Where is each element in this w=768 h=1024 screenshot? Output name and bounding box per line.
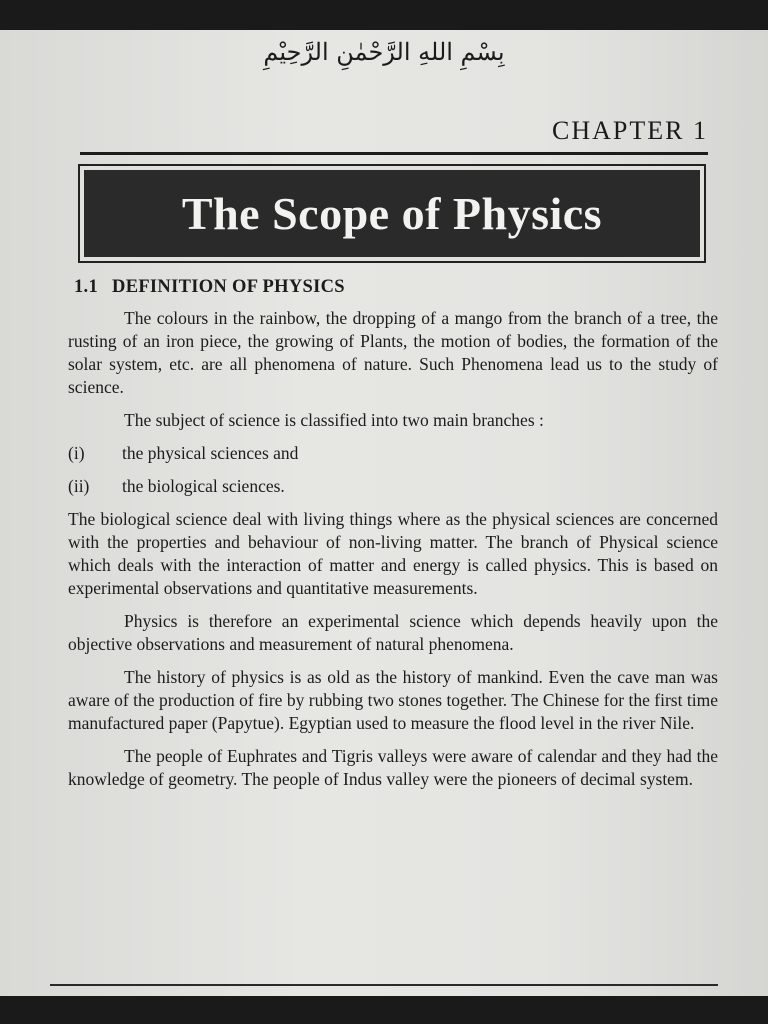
page-content (68, 270, 718, 801)
section-number: 1.1 (74, 277, 99, 297)
book-page (0, 30, 768, 996)
list-item (68, 442, 718, 465)
list-text: the biological sciences. (122, 476, 285, 496)
list-marker: (ii) (68, 476, 90, 496)
chapter-title-box (78, 164, 706, 263)
chapter-title: The Scope of Physics (181, 188, 603, 239)
list-item (68, 475, 718, 498)
bottom-divider (50, 984, 718, 986)
paragraph-euphrates-indus: The people of Euphrates and Tigris valleys were aware of calendar and they had the knowledge of geometry. The people of Indus valley were the pioneers of decimal system. (68, 746, 718, 789)
paragraph-history: The history of physics is as old as the history of mankind. Even the cave man was aware of the production of fire by rubbing two stones together. The Chinese for the first time manufactured paper (Papytue). Egyptian used to measure the flood level in the river Nile. (68, 667, 718, 733)
section-title: DEFINITION OF PHYSICS (112, 277, 345, 297)
chapter-title-banner (84, 170, 700, 257)
bismillah-heading: بِسْمِ اللهِ الرَّحْمٰنِ الرَّحِيْمِ (263, 38, 505, 66)
list-marker: (i) (68, 443, 85, 463)
paragraph-experimental-science: Physics is therefore an experimental science which depends heavily upon the objective observations and measurement of natural phenomena. (68, 611, 718, 654)
chapter-label: CHAPTER 1 (552, 116, 708, 145)
top-divider (80, 152, 708, 155)
paragraph-phenomena: The colours in the rainbow, the dropping of a mango from the branch of a tree, the rusting of an iron piece, the growing of Plants, the motion of bodies, the formation of the solar system, etc. are all phenomena of nature. Such Phenomena lead us to the study of science. (68, 308, 718, 397)
section-heading (74, 276, 718, 299)
paragraph-biological-physical: The biological science deal with living things where as the physical sciences are concerned with the properties and behaviour of non-living matter. The branch of Physical science which deals with the interaction of matter and energy is called physics. This is based on experimental observations and quantitative measurements. (68, 509, 718, 598)
paragraph-branches-intro: The subject of science is classified into two main branches : (124, 410, 544, 430)
list-text: the physical sciences and (122, 443, 299, 463)
